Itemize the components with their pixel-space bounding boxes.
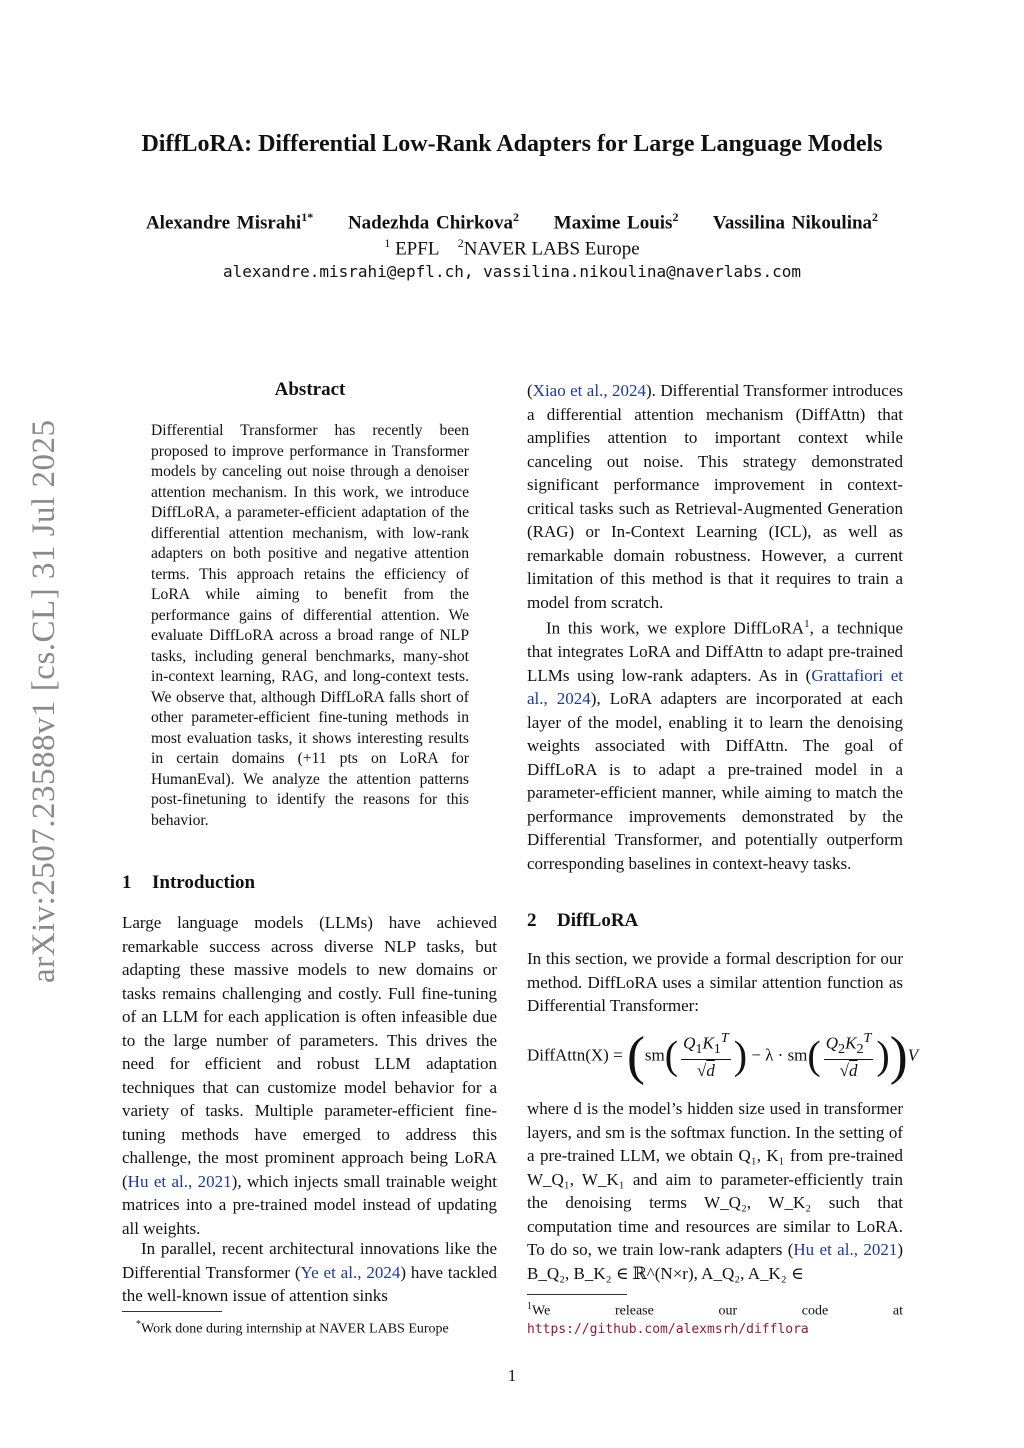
page-number: 1 [507, 1366, 517, 1385]
intro-paragraph-2: In parallel, recent architectural innovations like the Differential Transformer (Ye et al., 2024) have tackled the well-known issue of attention sinks [122, 1239, 497, 1305]
intro-paragraph-1: Large language models (LLMs) have achieved remarkable success across diverse NLP tasks, but adapting these massive models to new domains or tasks remains challenging and costly. Full fine-tuning of an LLM for each application is often infeasible due to the large number of parameters. This drives the need for efficient and robust LLM adaptation techniques that can customize model behavior for a variety of tasks. Multiple parameter-efficient fine-tuning methods have emerged to address this challenge, the most prominent approach being LoRA (Hu et al., 2021), which injects small trainable weight matrices into a pre-trained model instead of updating all weights. [122, 913, 497, 1238]
section-title: Introduction [152, 872, 256, 893]
footnote-internship: *Work done during internship at NAVER LABS Europe [136, 1319, 449, 1337]
footnote-marker: 1 [527, 1301, 532, 1312]
abstract-text: Differential Transformer has recently been proposed to improve performance in Transformer models by canceling out noise through a denoiser attention mechanism. In this work, we introduce DiffLoRA, a parameter-efficient adaptation of the differential attention mechanism, with low-rank adapters on both positive and negative attention terms. This approach retains the efficiency of LoRA while aiming to benefit from the performance gains of differential attention. We evaluate DiffLoRA across a broad range of NLP tasks, including general benchmarks, many-shot in-context learning, RAG, and long-context tests. We observe that, although DiffLoRA falls short of other parameter-efficient fine-tuning methods in most evaluation tasks, it shows interesting results in certain domains (+11 pts on LoRA for HumanEval). We analyze the attention patterns post-finetuning to identify the reasons for this behavior. [151, 422, 469, 829]
affil-sup: 2 [457, 236, 464, 250]
author-name: Alexandre Misrahi [145, 212, 302, 234]
right-paragraph-1: (Xiao et al., 2024). Differential Transformer introduces a differential attention mechanism (DiffAttn) that amplifies attention to important context while canceling out noise. This strategy demonstrated significant performance improvement in context-critical tasks such as Retrieval-Augmented Generation (RAG) or In-Context Learning (ICL), as well as remarkable domain robustness. However, a current limitation of this method is that it requires to train a model from scratch. [527, 381, 903, 612]
footnote-rule [122, 1311, 222, 1312]
equation-lhs: DiffAttn(X) = [527, 1045, 623, 1065]
affil-name: EPFL [395, 238, 439, 260]
author-affil-sup: 2 [872, 210, 879, 224]
author-affil-sup: 1* [301, 210, 314, 224]
section-heading [122, 872, 255, 894]
footnote-rule [527, 1294, 627, 1295]
affil-name: NAVER LABS Europe [463, 238, 640, 260]
author-affil-sup: 2 [513, 210, 520, 224]
section2-paragraph-1: In this section, we provide a formal description for our method. DiffLoRA uses a similar attention function as Differential Transformer: [527, 949, 903, 1015]
footnote-ref[interactable]: 1 [804, 618, 810, 630]
citation-link[interactable]: Hu et al., 2021 [127, 1171, 232, 1191]
author-name: Maxime Louis [553, 212, 673, 234]
code-url-link[interactable]: https://github.com/alexmsrh/difflora [527, 1321, 809, 1337]
arxiv-identifier: arXiv:2507.23588v1 [cs.CL] 31 Jul 2025 [26, 419, 62, 983]
citation-link[interactable]: Grattafiori et al., 2024 [527, 665, 904, 709]
citation-link[interactable]: Ye et al., 2024 [300, 1262, 401, 1282]
author-name: Vassilina Nikoulina [712, 212, 873, 234]
right-paragraph-2: In this work, we explore DiffLoRA$^1$, a technique that integrates LoRA and DiffAttn to adapt pre-trained LLMs using low-rank adapters. As in (Grattafiori et al., 2024), LoRA adapters are incorporated at each layer of the model, enabling it to learn the denoising weights associated with DiffAttn. The goal of DiffLoRA is to adapt a pre-trained model in a parameter-efficient manner, while aiming to match the performance improvements demonstrated by the Differential Transformer, and potentially outperform corresponding baselines in context-heavy tasks. [527, 618, 904, 873]
author-affil-sup: 2 [672, 210, 679, 224]
abstract-heading: Abstract [274, 379, 346, 400]
section-heading [527, 910, 638, 932]
section-number: 1 [122, 872, 132, 893]
author-list [0, 210, 1024, 234]
paper-title: DiffLoRA: Differential Low-Rank Adapters for Large Language Models [141, 131, 883, 157]
citation-link[interactable]: Xiao et al., 2024 [532, 381, 646, 400]
affiliations [0, 236, 1024, 260]
diffattn-equation: DiffAttn(X) = (sm( $\frac{Q_1K_1^T}{√d}$ ) − λ · sm( $\frac{Q_2K_2^T}{√d}$ ))V [527, 1025, 919, 1086]
author-name: Nadezhda Chirkova [347, 212, 514, 234]
author-emails: alexandre.misrahi@epfl.ch, vassilina.nikoulina@naverlabs.com [223, 262, 801, 281]
citation-link[interactable]: Hu et al., 2021 [793, 1240, 898, 1259]
footnote-marker: * [136, 1319, 141, 1330]
section2-paragraph-2: where d is the model’s hidden size used in transformer layers, and sm is the softmax function. In the setting of a pre-trained LLM, we obtain Q₁, K₁ from pre-trained W_Q₁, W_K₁ and aim to parameter-efficiently train the denoising terms W_Q₂, W_K₂ such that computation time and resources are similar to LoRA. To do so, we train low-rank adapters (Hu et al., 2021) B_Q₂, B_K₂ ∈ ℝ^(N×r), A_Q₂, A_K₂ ∈ [527, 1099, 903, 1283]
section-title: DiffLoRA [557, 910, 639, 931]
section-number: 2 [527, 910, 537, 931]
footnote-code-release: $^1$We release our code at https://github.com/alexmsrh/difflora [527, 1301, 903, 1337]
affil-sup: 1 [384, 236, 391, 250]
